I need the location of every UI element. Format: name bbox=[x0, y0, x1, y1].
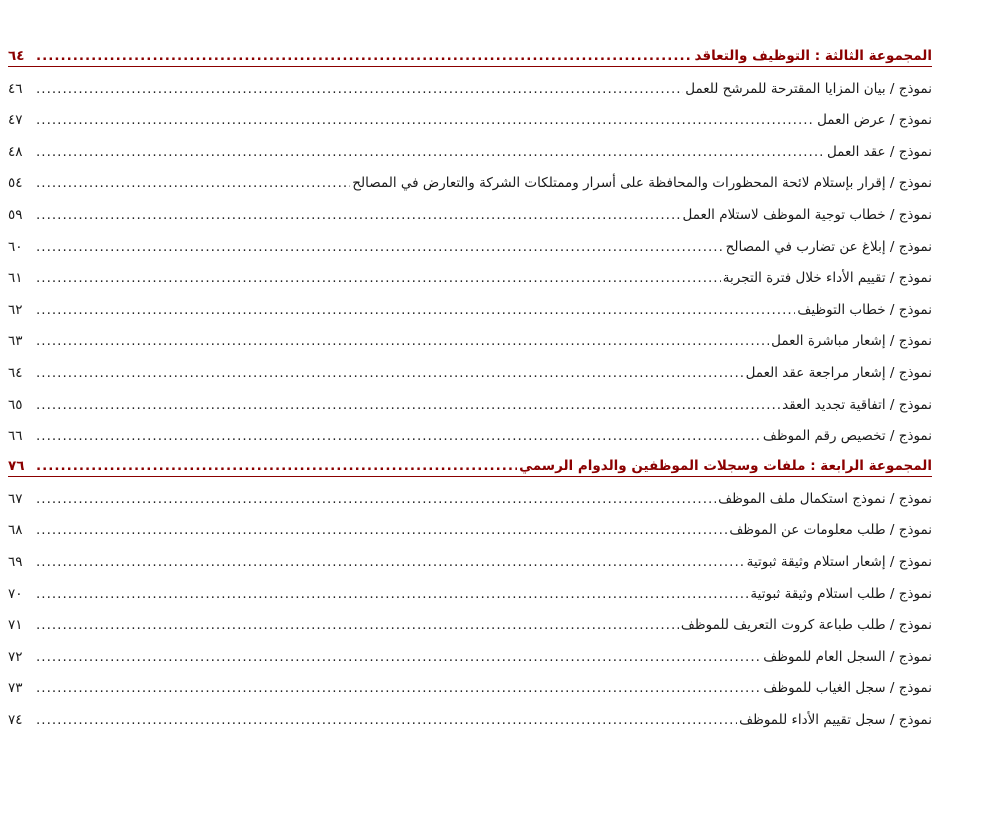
entry-title: نموذج / تقييم الأداء خلال فترة التجربة bbox=[722, 270, 932, 287]
entry-title: نموذج / إشعار استلام وثيقة ثبوتية bbox=[746, 553, 932, 570]
toc-entry[interactable] bbox=[8, 540, 932, 572]
toc-entry[interactable] bbox=[8, 130, 932, 162]
dot-leader bbox=[36, 270, 721, 288]
dot-leader bbox=[36, 207, 681, 225]
entry-title: نموذج / تخصيص رقم الموظف bbox=[762, 428, 932, 445]
page-number: ٧٦ bbox=[8, 458, 25, 475]
toc-group-heading[interactable] bbox=[8, 36, 932, 67]
page-number: ٧٠ bbox=[8, 585, 23, 602]
dot-leader bbox=[36, 175, 350, 193]
dot-leader bbox=[36, 302, 795, 320]
page-number: ٦٤ bbox=[8, 48, 25, 64]
toc-entry[interactable] bbox=[8, 415, 932, 447]
dot-leader bbox=[36, 586, 748, 604]
toc-entry[interactable] bbox=[8, 99, 932, 131]
entry-title: نموذج / سجل الغياب للموظف bbox=[763, 680, 932, 697]
dot-leader bbox=[36, 491, 716, 509]
entry-title: نموذج / نموذج استكمال ملف الموظف bbox=[718, 490, 932, 507]
dot-leader bbox=[36, 522, 727, 540]
page-number: ٦٠ bbox=[8, 238, 23, 255]
page-number: ٦٢ bbox=[8, 301, 23, 318]
page-number: ٦٩ bbox=[8, 553, 23, 570]
entry-title: نموذج / بيان المزايا المقترحة للمرشح للعمل bbox=[685, 80, 932, 97]
toc-entry[interactable] bbox=[8, 604, 932, 636]
entry-title: نموذج / السجل العام للموظف bbox=[763, 648, 932, 665]
toc-entry[interactable] bbox=[8, 698, 932, 730]
page-number: ٤٧ bbox=[8, 112, 23, 129]
toc-entry[interactable] bbox=[8, 288, 932, 320]
dot-leader bbox=[36, 239, 724, 257]
page-number: ٦٣ bbox=[8, 333, 23, 350]
dot-leader bbox=[36, 333, 769, 351]
group-title: المجموعة الثالثة : التوظيف والتعاقد bbox=[694, 48, 932, 64]
entry-title: نموذج / عقد العمل bbox=[826, 143, 932, 160]
toc-entry[interactable] bbox=[8, 225, 932, 257]
toc-entry[interactable] bbox=[8, 383, 932, 415]
dot-leader bbox=[36, 365, 744, 383]
table-of-contents bbox=[8, 36, 932, 730]
toc-entry[interactable] bbox=[8, 351, 932, 383]
toc-entry[interactable] bbox=[8, 635, 932, 667]
page-number: ٥٩ bbox=[8, 206, 23, 223]
dot-leader bbox=[36, 397, 780, 415]
entry-title: نموذج / طلب استلام وثيقة ثبوتية bbox=[750, 585, 932, 602]
page-number: ٦٦ bbox=[8, 428, 23, 445]
entry-title: نموذج / إشعار مباشرة العمل bbox=[771, 333, 932, 350]
dot-leader bbox=[36, 428, 761, 446]
dot-leader bbox=[36, 680, 761, 698]
page-number: ٧٤ bbox=[8, 711, 23, 728]
page-number: ٧١ bbox=[8, 617, 23, 634]
toc-entry[interactable] bbox=[8, 257, 932, 289]
page-number: ٦٧ bbox=[8, 490, 23, 507]
toc-entry[interactable] bbox=[8, 667, 932, 699]
toc-entry[interactable] bbox=[8, 477, 932, 509]
dot-leader bbox=[36, 144, 825, 162]
toc-group-heading[interactable] bbox=[8, 446, 932, 477]
toc-entry[interactable] bbox=[8, 509, 932, 541]
entry-title: نموذج / اتفاقية تجديد العقد bbox=[782, 396, 932, 413]
dot-leader bbox=[36, 617, 679, 635]
page-number: ٥٤ bbox=[8, 175, 23, 192]
toc-entry[interactable] bbox=[8, 67, 932, 99]
dot-leader bbox=[36, 112, 815, 130]
entry-title: نموذج / عرض العمل bbox=[817, 112, 932, 129]
entry-title: نموذج / سجل تقييم الأداء للموظف bbox=[739, 711, 932, 728]
group-title: المجموعة الرابعة : ملفات وسجلات الموظفين والدوام الرسمي bbox=[519, 458, 932, 475]
entry-title: نموذج / طلب طباعة كروت التعريف للموظف bbox=[680, 617, 932, 634]
page-number: ٧٢ bbox=[8, 648, 23, 665]
page-number: ٧٣ bbox=[8, 680, 23, 697]
entry-title: نموذج / خطاب التوظيف bbox=[797, 301, 932, 318]
page-number: ٦٥ bbox=[8, 396, 23, 413]
page-number: ٤٨ bbox=[8, 143, 23, 160]
dot-leader bbox=[36, 554, 745, 572]
entry-title: نموذج / خطاب توجية الموظف لاستلام العمل bbox=[682, 206, 932, 223]
toc-entry[interactable] bbox=[8, 193, 932, 225]
dot-leader bbox=[36, 81, 683, 99]
dot-leader bbox=[36, 48, 692, 66]
entry-title: نموذج / إقرار بإستلام لائحة المحظورات والمحافظة على أسرار وممتلكات الشركة والتعارض في المصالح bbox=[352, 175, 932, 192]
toc-entry[interactable] bbox=[8, 162, 932, 194]
toc-entry[interactable] bbox=[8, 572, 932, 604]
entry-title: نموذج / طلب معلومات عن الموظف bbox=[729, 522, 932, 539]
dot-leader bbox=[36, 458, 517, 476]
page-number: ٦٤ bbox=[8, 364, 23, 381]
page-number: ٦٨ bbox=[8, 522, 23, 539]
entry-title: نموذج / إبلاغ عن تضارب في المصالح bbox=[725, 238, 932, 255]
toc-entry[interactable] bbox=[8, 320, 932, 352]
entry-title: نموذج / إشعار مراجعة عقد العمل bbox=[745, 364, 932, 381]
dot-leader bbox=[36, 649, 761, 667]
dot-leader bbox=[36, 712, 737, 730]
page-number: ٦١ bbox=[8, 270, 23, 287]
page-number: ٤٦ bbox=[8, 80, 23, 97]
